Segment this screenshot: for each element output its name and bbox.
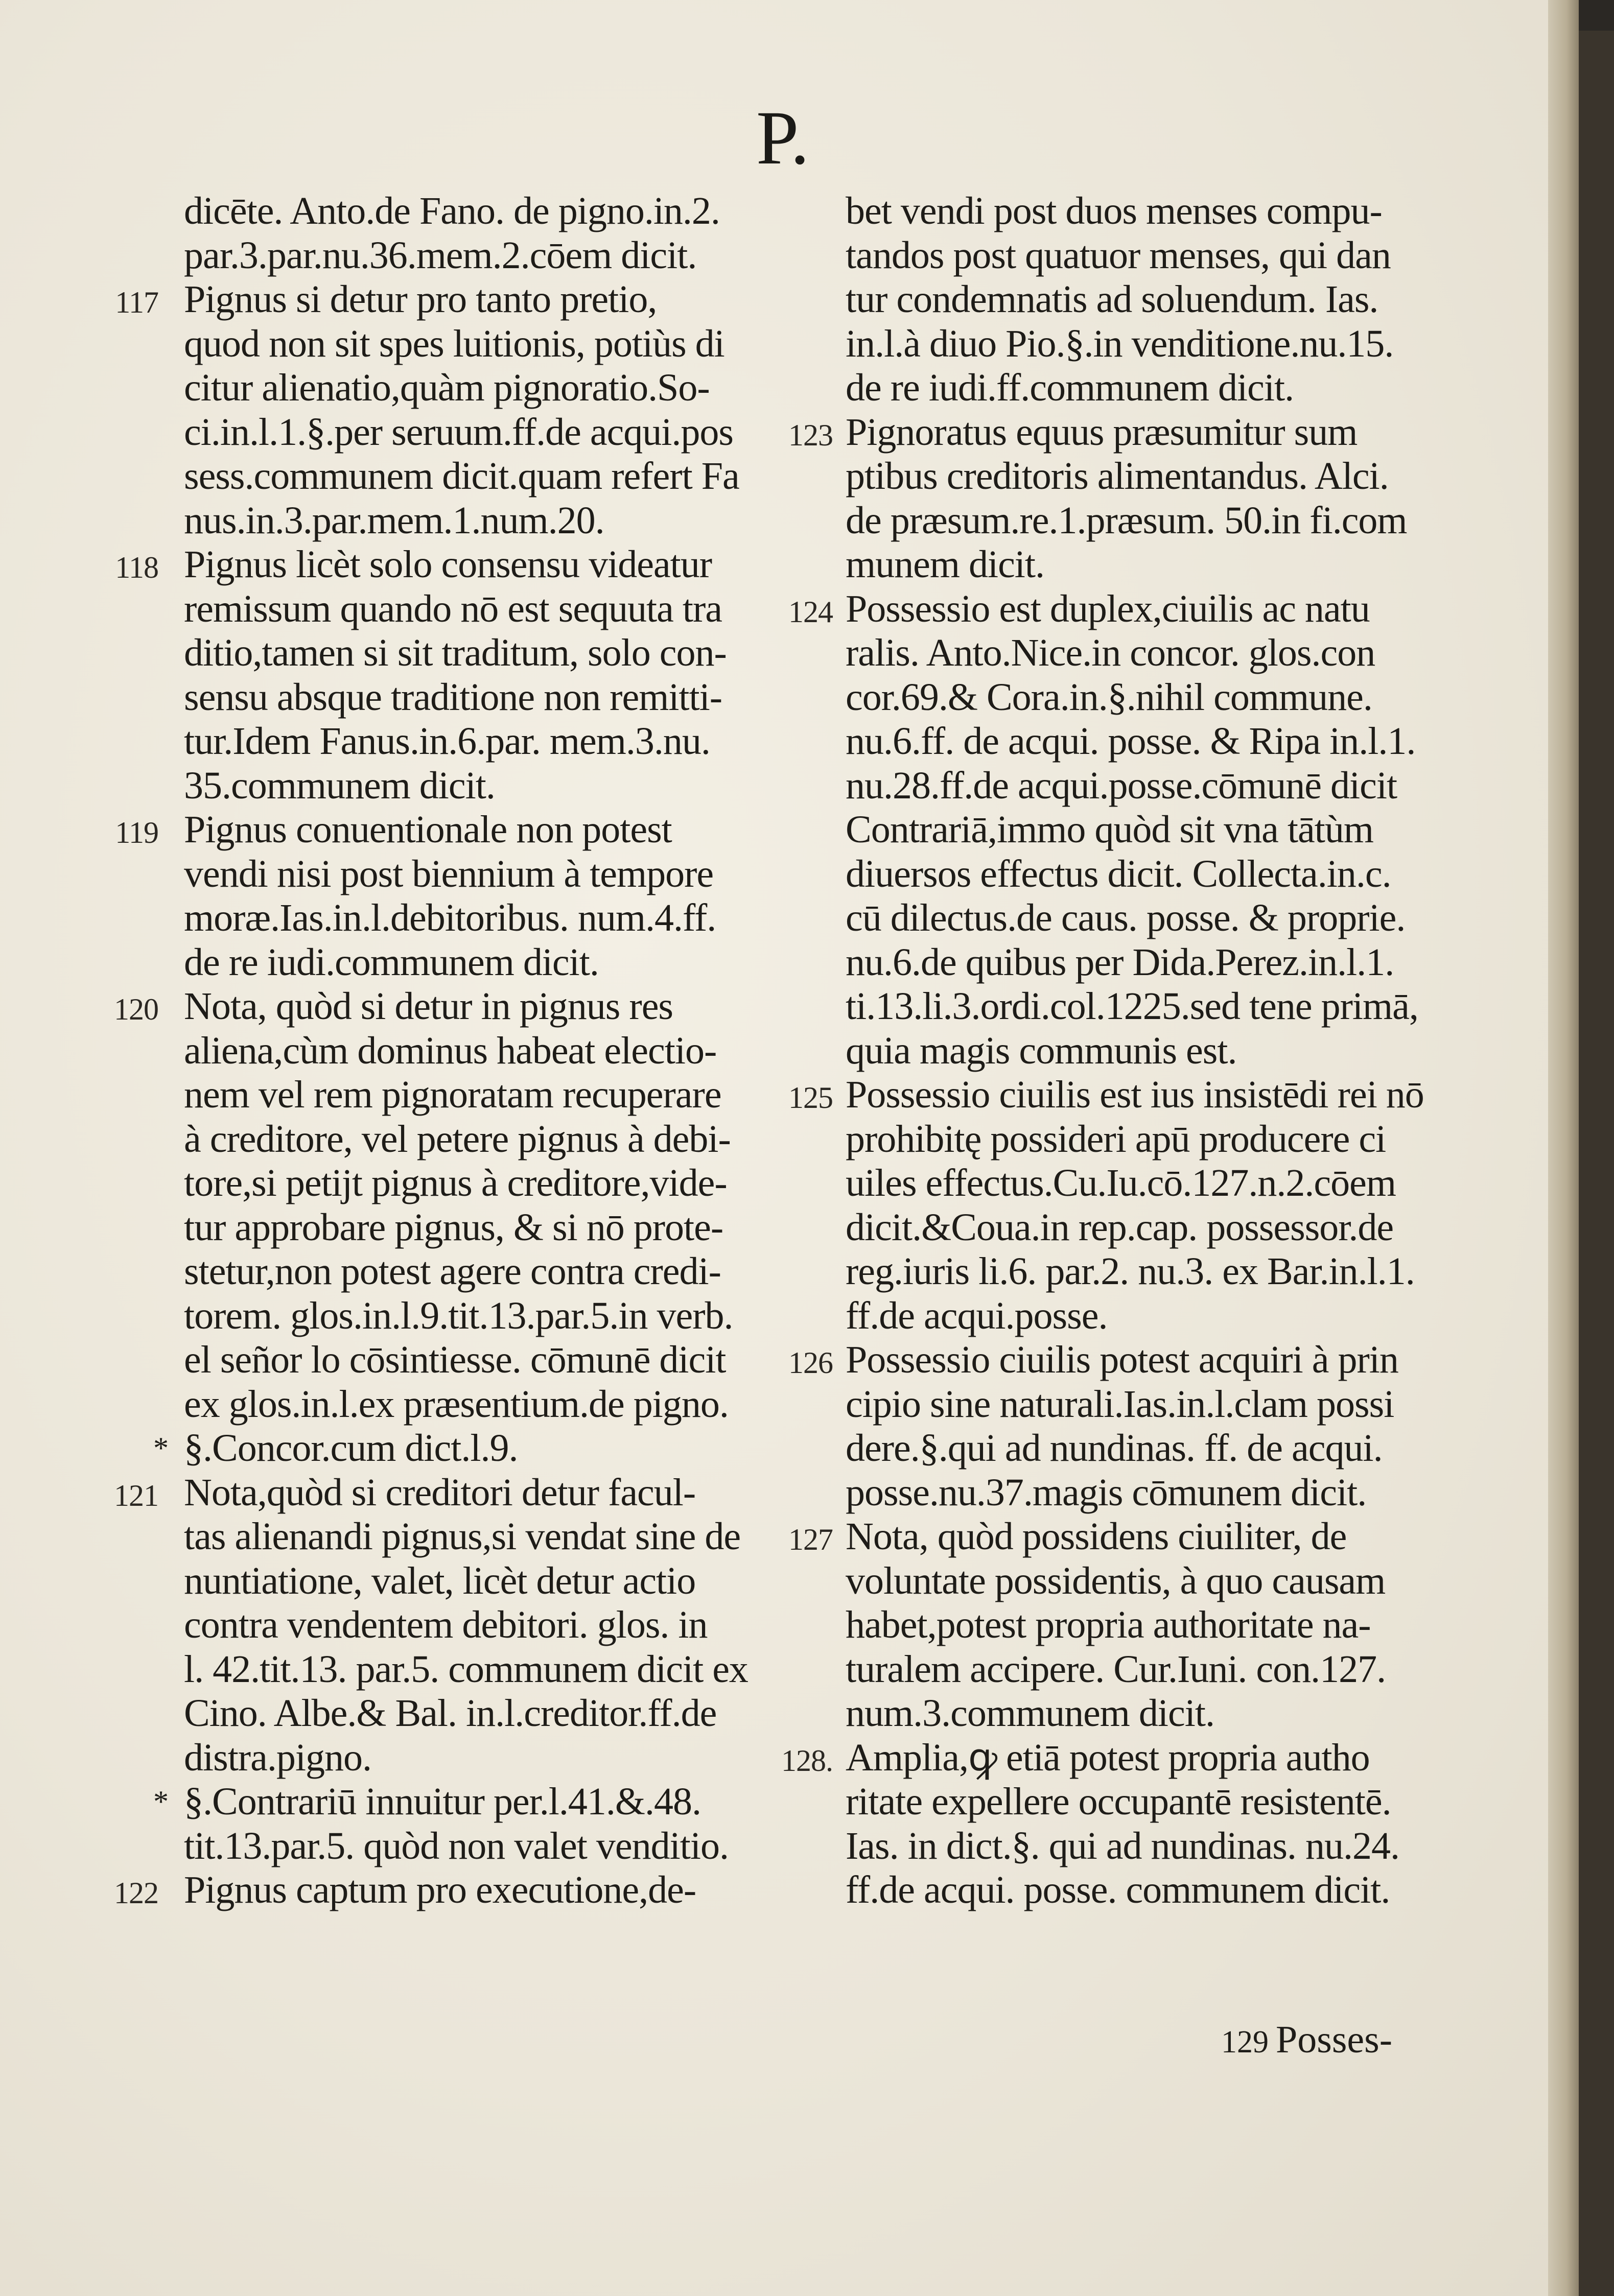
text-line [846,233,1413,278]
right-column [781,189,1424,1912]
text-line [184,1029,787,1073]
text-line [184,1824,787,1868]
line-text: sess.communem dicit.quam refert Fa [184,455,739,498]
line-text: nu.28.ff.de acqui.posse.cōmunē dicit [846,764,1397,807]
entry-number: 120 [114,992,158,1026]
text-line [846,189,1413,233]
line-text: citur alienatio,quàm pignoratio.So- [184,366,710,409]
line-text: Possessio est duplex,ciuilis ac natu [846,587,1370,630]
text-line [184,1249,787,1294]
text-line [153,1780,787,1824]
text-line [115,808,787,852]
text-line [184,1691,787,1736]
line-text: de præsum.re.1.præsum. 50.in fi.com [846,499,1407,542]
text-line [846,1205,1413,1250]
line-text: tur approbare pignus, & si nō prote- [184,1205,723,1249]
line-text: ff.de acqui. posse. communem dicit. [846,1868,1390,1911]
line-text: Nota, quòd si detur in pignus res [184,985,673,1028]
text-line [184,189,787,233]
line-text: Pignus conuentionale non potest [184,808,672,851]
text-line [846,1117,1413,1162]
entry-number: 122 [114,1876,158,1910]
text-line [788,1338,1413,1382]
text-line [846,1780,1413,1824]
catchword-number: 129 [1221,2025,1269,2060]
text-line [184,499,787,543]
line-text: cor.69.& Cora.in.§.nihil commune. [846,675,1372,719]
text-line [184,1603,787,1647]
line-text: tit.13.par.5. quòd non valet venditio. [184,1824,729,1867]
line-text: nuntiatione, valet, licèt detur actio [184,1559,696,1602]
line-text: 35.communem dicit. [184,764,495,807]
text-line [184,852,787,896]
entry-number: 128. [781,1743,833,1778]
line-text: à creditore, vel petere pignus à debi- [184,1117,731,1161]
line-text: quod non sit spes luitionis, potiùs di [184,322,724,365]
text-line [184,587,787,631]
text-line [846,719,1416,764]
text-line [184,631,787,675]
text-line [846,940,1413,985]
line-text: reg.iuris li.6. par.2. nu.3. ex Bar.in.l.1. [846,1250,1415,1293]
line-text: bet vendi post duos menses compu- [846,190,1382,232]
entry-number: 126 [788,1346,833,1380]
catchword [1221,2018,1392,2062]
line-text: Possessio ciuilis potest acquiri à prin [846,1338,1398,1381]
line-text: ditio,tamen si sit traditum, solo con- [184,631,727,674]
line-text: num.3.communem dicit. [846,1692,1215,1735]
text-line [184,1294,787,1338]
text-line [788,1073,1424,1117]
text-line [184,1382,787,1427]
line-text: in.l.à diuo Pio.§.in venditione.nu.15. [846,322,1394,365]
entry-number: 119 [115,816,158,849]
text-line [184,675,787,720]
text-line [184,454,787,499]
entry-number: 127 [788,1523,833,1556]
line-text: turalem accipere. Cur.Iuni. con.127. [846,1647,1386,1691]
line-text: Possessio ciuilis est ius insistēdi rei nō [846,1073,1424,1116]
text-line [846,1161,1413,1205]
text-line [184,1161,787,1205]
text-line [114,1868,787,1912]
line-text: tore,si petijt pignus à creditore,vide- [184,1162,727,1204]
line-text: tandos post quatuor menses, qui dan [846,233,1391,277]
line-text: cū dilectus.de caus. posse. & proprie. [846,896,1406,939]
text-line [846,277,1413,322]
text-line [184,1338,787,1382]
text-line [184,410,787,455]
line-text: cipio sine naturali.Ias.in.l.clam possi [846,1382,1394,1426]
page-edge [1548,0,1579,2296]
line-text: distra.pigno. [184,1736,371,1779]
text-line [184,1647,787,1692]
text-line [846,366,1413,410]
entry-number: 121 [114,1478,158,1512]
line-text: Nota, quòd possidens ciuiliter, de [846,1515,1347,1558]
entry-number: 117 [115,286,158,319]
line-text: sensu absque traditione non remitti- [184,675,722,719]
line-text: ralis. Anto.Nice.in concor. glos.con [846,631,1375,674]
text-line [846,1382,1413,1427]
text-line [788,587,1413,631]
line-text: habet,potest propria authoritate na- [846,1603,1371,1646]
line-text: Pignoratus equus præsumitur sum [846,410,1358,454]
entry-number: 125 [788,1081,833,1115]
line-text: moræ.Ias.in.l.debitoribus. num.4.ff. [184,896,716,939]
text-line [115,542,787,587]
text-line [184,366,787,410]
asterisk-marker: * [153,1785,168,1818]
line-text: ex glos.in.l.ex præsentium.de pigno. [184,1382,729,1426]
entry-number: 124 [788,595,833,629]
line-text: Contrariā,immo quòd sit vna tātùm [846,808,1373,851]
line-text: nem vel rem pignoratam recuperare [184,1073,721,1116]
line-text: de re iudi.communem dicit. [184,940,599,984]
text-line [846,1249,1413,1294]
text-line [846,1647,1413,1692]
line-text: §.Contrariū innuitur per.l.41.&.48. [184,1780,701,1823]
text-line [184,1117,787,1162]
entry-number: 123 [788,418,833,452]
line-text: munem dicit. [846,543,1045,586]
adjacent-page-shadow [1579,31,1614,2296]
line-text: Pignus captum pro executione,de- [184,1868,696,1911]
text-line [846,675,1413,720]
line-text: aliena,cùm dominus habeat electio- [184,1029,717,1072]
text-line [184,940,787,985]
text-line [184,764,787,808]
line-text: posse.nu.37.magis cōmunem dicit. [846,1471,1367,1514]
text-line [846,1294,1413,1338]
line-text: nu.6.de quibus per Dida.Perez.in.l.1. [846,940,1394,984]
line-text: ptibus creditoris alimentandus. Alci. [846,455,1389,498]
line-text: par.3.par.nu.36.mem.2.cōem dicit. [184,233,697,277]
text-line [184,322,787,366]
entry-number: 118 [115,551,158,584]
text-line [184,233,787,278]
running-head-letter: P. [756,96,810,180]
line-text: Pignus si detur pro tanto pretio, [184,278,657,321]
line-text: Pignus licèt solo consensu videatur [184,543,712,586]
text-line [184,896,787,940]
line-text: tur condemnatis ad soluendum. Ias. [846,278,1378,321]
text-line [114,1471,787,1515]
text-line [788,410,1413,455]
line-text: ci.in.l.1.§.per seruum.ff.de acqui.pos [184,410,733,454]
text-line [846,1471,1413,1515]
line-text: §.Concor.cum dict.l.9. [184,1427,518,1470]
line-text: dicēte. Anto.de Fano. de pigno.in.2. [184,190,720,232]
text-line [846,454,1413,499]
line-text: diuersos effectus dicit. Collecta.in.c. [846,852,1391,895]
text-line [846,1559,1413,1603]
text-line [846,808,1413,852]
text-line [184,1736,787,1780]
text-line [184,1514,787,1559]
left-column [114,189,787,1912]
text-line [115,277,787,322]
line-text: voluntate possidentis, à quo causam [846,1559,1386,1602]
asterisk-marker: * [153,1431,168,1465]
text-line [184,719,787,764]
text-line [184,1559,787,1603]
text-line [114,984,787,1029]
line-text: tur.Idem Fanus.in.6.par. mem.3.nu. [184,720,710,763]
line-text: nu.6.ff. de acqui. posse. & Ripa in.l.1. [846,720,1416,763]
line-text: nus.in.3.par.mem.1.num.20. [184,499,604,542]
text-line [184,1073,787,1117]
line-text: ti.13.li.3.ordi.col.1225.sed tene primā, [846,985,1418,1028]
catchword-text: Posses- [1276,2018,1393,2061]
text-line [846,1691,1413,1736]
line-text: uiles effectus.Cu.Iu.cō.127.n.2.cōem [846,1162,1396,1204]
line-text: dere.§.qui ad nundinas. ff. de acqui. [846,1427,1383,1470]
line-text: Nota,quòd si creditori detur facul- [184,1471,696,1514]
text-line [846,631,1413,675]
text-line [846,542,1413,587]
line-text: ritate expellere occupantē resistentē. [846,1780,1391,1823]
text-line [153,1426,787,1471]
text-line [846,499,1413,543]
line-text: torem. glos.in.l.9.tit.13.par.5.in verb. [184,1294,733,1337]
line-text: Cino. Albe.& Bal. in.l.creditor.ff.de [184,1692,717,1735]
line-text: dicit.&Coua.in rep.cap. possessor.de [846,1205,1394,1249]
line-text: l. 42.tit.13. par.5. communem dicit ex [184,1647,748,1691]
line-text: Amplia,ꝙ etiā potest propria autho [846,1736,1370,1779]
text-line [184,1205,787,1250]
text-line [846,1868,1413,1912]
line-text: prohibitę possideri apū producere ci [846,1117,1386,1161]
line-text: quia magis communis est. [846,1029,1237,1072]
text-line [846,984,1418,1029]
line-text: el señor lo cōsintiesse. cōmunē dicit [184,1338,726,1381]
line-text: contra vendentem debitori. glos. in [184,1603,708,1646]
line-text: ff.de acqui.posse. [846,1294,1108,1337]
line-text: tas alienandi pignus,si vendat sine de [184,1515,741,1558]
text-line [846,322,1413,366]
line-text: stetur,non potest agere contra credi- [184,1250,721,1293]
text-line [846,896,1413,940]
text-line [846,852,1413,896]
text-line [846,1603,1413,1647]
text-line [846,1824,1413,1868]
text-line [846,1426,1413,1471]
line-text: vendi nisi post biennium à tempore [184,852,714,895]
text-line [846,1029,1413,1073]
text-line [846,764,1413,808]
line-text: Ias. in dict.§. qui ad nundinas. nu.24. [846,1824,1399,1867]
line-text: remissum quando nō est sequuta tra [184,587,722,630]
text-line [781,1736,1413,1780]
text-line [788,1514,1413,1559]
line-text: de re iudi.ff.communem dicit. [846,366,1294,409]
